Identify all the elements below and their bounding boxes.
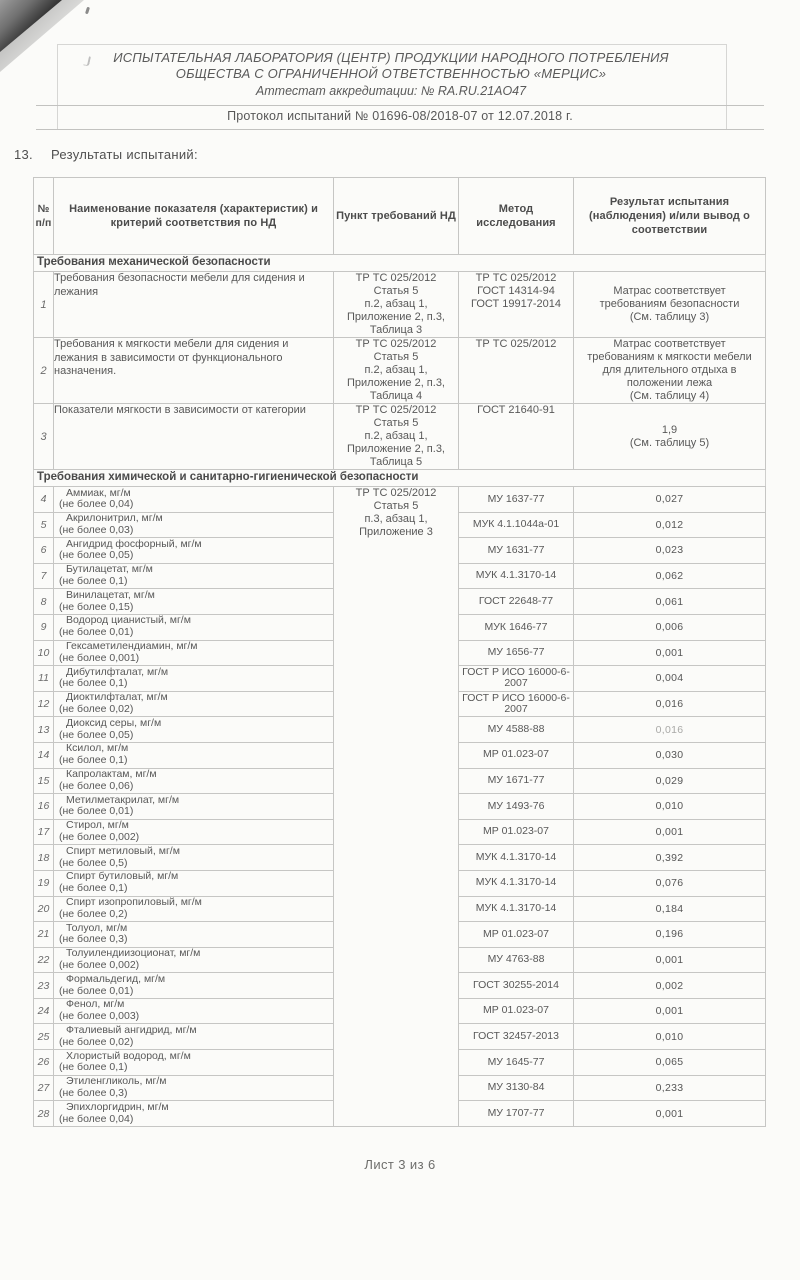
substance-name: Акрилонитрил, мг/м (66, 512, 163, 525)
col-header-num: № п/п (34, 178, 54, 255)
substance-name: Водород цианистый, мг/м (66, 614, 191, 627)
substance-name: Ксилол, мг/м (66, 742, 129, 755)
test-method: МУК 4.1.3170-14 (459, 563, 574, 589)
row-number: 21 (34, 922, 54, 948)
test-result-value: 0,010 (574, 794, 766, 820)
indicator-name (54, 487, 334, 513)
substance-limit: (не более 0,03) (59, 523, 134, 536)
substance-name: Спирт бутиловый, мг/м (66, 870, 179, 883)
row-number: 28 (34, 1101, 54, 1127)
row-number: 2 (34, 338, 54, 404)
test-method: МУ 1656-77 (459, 640, 574, 666)
cell-line: Таблица 3 (369, 324, 423, 336)
substance-name: Дибутилфталат, мг/м (66, 665, 169, 678)
substance-name: Фенол, мг/м (66, 998, 125, 1011)
test-method (459, 272, 574, 338)
cell-line: Статья 5 (373, 285, 419, 297)
substance-name: Формальдегид, мг/м (66, 972, 166, 985)
indicator-name (54, 512, 334, 538)
row-number: 16 (34, 794, 54, 820)
cell-line: ГОСТ 14314-94 (477, 285, 555, 297)
indicator-name (54, 947, 334, 973)
test-method: МУ 1671-77 (459, 768, 574, 794)
test-result-value: 0,001 (574, 947, 766, 973)
requirement-clause (334, 404, 459, 470)
cell-line: положении лежа (626, 377, 713, 389)
test-result-value: 0,001 (574, 640, 766, 666)
cell-line: для длительного отдыха в (602, 364, 737, 376)
substance-name: Капролактам, мг/м (66, 768, 157, 781)
cell-line: 1,9 (661, 423, 678, 436)
indicator-name (54, 1024, 334, 1050)
substance-limit: (не более 0,02) (59, 703, 134, 716)
chemical-section-header (34, 470, 766, 487)
test-result-value: 0,001 (574, 819, 766, 845)
indicator-name (54, 538, 334, 564)
substance-limit: (не более 0,2) (59, 907, 128, 920)
col-header-punkt: Пункт требований НД (334, 178, 459, 255)
substance-limit: (не более 0,3) (59, 1086, 128, 1099)
test-result-value: 0,184 (574, 896, 766, 922)
substance-limit: (не более 0,02) (59, 1035, 134, 1048)
test-method: МУ 1637-77 (459, 487, 574, 513)
mechanical-row (34, 272, 766, 338)
protocol-divider-bottom (36, 129, 764, 130)
test-result-value: 0,012 (574, 512, 766, 538)
test-result-value: 0,004 (574, 666, 766, 692)
cell-line: ТР ТС 025/2012 (355, 272, 437, 284)
test-method: МР 01.023-07 (459, 819, 574, 845)
substance-limit: (не более 0,06) (59, 779, 134, 792)
page-number: Лист 3 из 6 (364, 1157, 436, 1172)
indicator-name: Показатели мягкости в зависимости от категории (54, 404, 334, 470)
test-method: МУК 4.1.1044а-01 (459, 512, 574, 538)
substance-limit: (не более 0,001) (59, 651, 140, 664)
test-result-value: 0,016 (574, 691, 766, 717)
cell-line: Матрас соответствует (613, 338, 726, 350)
indicator-name (54, 768, 334, 794)
indicator-name (54, 666, 334, 692)
row-number: 24 (34, 998, 54, 1024)
row-number: 10 (34, 640, 54, 666)
results-table (33, 177, 766, 1127)
test-method: МУ 4588-88 (459, 717, 574, 743)
test-result-value: 0,392 (574, 845, 766, 871)
indicator-name (54, 1075, 334, 1101)
cell-line: ГОСТ 19917-2014 (471, 298, 561, 310)
substance-limit: (не более 0,1) (59, 754, 128, 767)
cell-line: Статья 5 (373, 351, 419, 363)
row-number: 18 (34, 845, 54, 871)
test-method: ГОСТ 22648-77 (459, 589, 574, 615)
substance-limit: (не более 0,05) (59, 728, 134, 741)
cell-line: Таблица 4 (369, 390, 423, 402)
indicator-name (54, 845, 334, 871)
substance-name: Аммиак, мг/м (66, 486, 131, 499)
row-number: 1 (34, 272, 54, 338)
indicator-name (54, 640, 334, 666)
test-result-value: 0,001 (574, 998, 766, 1024)
substance-limit: (не более 0,002) (59, 958, 140, 971)
substance-name: Спирт изопропиловый, мг/м (66, 896, 202, 908)
requirement-clause (334, 487, 459, 1127)
substance-limit: (не более 0,01) (59, 984, 134, 997)
substance-limit: (не более 0,3) (59, 933, 128, 946)
row-number: 22 (34, 947, 54, 973)
substance-limit: (не более 0,01) (59, 626, 134, 639)
substance-limit: (не более 0,1) (59, 575, 128, 588)
substance-limit: (не более 0,1) (59, 882, 128, 895)
row-number: 25 (34, 1024, 54, 1050)
test-result (574, 404, 766, 470)
cell-line: Таблица 5 (369, 456, 423, 468)
test-result-value: 0,016 (574, 717, 766, 743)
test-method (459, 338, 574, 404)
test-result-value: 0,023 (574, 538, 766, 564)
substance-limit: (не более 0,1) (59, 677, 128, 690)
test-result-value: 0,006 (574, 614, 766, 640)
test-method: МР 01.023-07 (459, 998, 574, 1024)
results-table-head (34, 178, 766, 255)
mechanical-row (34, 338, 766, 404)
col-header-name: Наименование показателя (характеристик) и критерий соответствия по НД (54, 178, 334, 255)
row-number: 12 (34, 691, 54, 717)
chemical-row (34, 487, 766, 513)
row-number: 14 (34, 742, 54, 768)
indicator-name (54, 870, 334, 896)
test-method: МУ 4763-88 (459, 947, 574, 973)
substance-name: Ангидрид фосфорный, мг/м (66, 537, 202, 550)
row-number: 17 (34, 819, 54, 845)
requirement-clause (334, 272, 459, 338)
row-number: 11 (34, 666, 54, 692)
indicator-name (54, 998, 334, 1024)
row-number: 5 (34, 512, 54, 538)
row-number: 13 (34, 717, 54, 743)
cell-line: требованиям к мягкости мебели (587, 351, 752, 363)
test-result-value: 0,065 (574, 1050, 766, 1076)
test-result-value: 0,010 (574, 1024, 766, 1050)
substance-name: Метилметакрилат, мг/м (66, 793, 180, 806)
substance-limit: (не более 0,5) (59, 856, 128, 869)
test-result-value: 0,076 (574, 870, 766, 896)
test-method: МУК 1646-77 (459, 614, 574, 640)
lab-header (57, 50, 725, 100)
substance-limit: (не более 0,04) (59, 1112, 134, 1125)
substance-name: Бутилацетат, мг/м (66, 563, 153, 576)
cell-line: Статья 5 (373, 417, 419, 429)
col-header-result: Результат испытания (наблюдения) и/или вывод о соответствии (574, 178, 766, 255)
cell-line: (См. таблицу 5) (629, 436, 710, 449)
indicator-name (54, 1101, 334, 1127)
substance-name: Этиленгликоль, мг/м (66, 1075, 167, 1088)
lab-name-line1: ИСПЫТАТЕЛЬНАЯ ЛАБОРАТОРИЯ (ЦЕНТР) ПРОДУКЦИИ НАРОДНОГО ПОТРЕБЛЕНИЯ (113, 50, 669, 65)
results-heading-title: Результаты испытаний: (50, 147, 198, 162)
substance-limit: (не более 0,05) (59, 549, 134, 562)
cell-line: п.2, абзац 1, (364, 364, 428, 376)
mechanical-rows (34, 272, 766, 470)
row-number: 8 (34, 589, 54, 615)
scan-speck (85, 7, 90, 15)
substance-name: Винилацетат, мг/м (66, 588, 155, 601)
cell-line: Приложение 2, п.3, (347, 311, 445, 323)
indicator-name (54, 1050, 334, 1076)
cell-line: ГОСТ 21640-91 (477, 404, 555, 416)
substance-name: Толуилендиизоционат, мг/м (66, 947, 201, 960)
indicator-name (54, 794, 334, 820)
substance-name: Стирол, мг/м (66, 819, 129, 832)
cell-line: Матрас соответствует (613, 285, 726, 297)
indicator-name: Требования безопасности мебели для сидения и лежания (54, 272, 334, 338)
row-number: 6 (34, 538, 54, 564)
substance-limit: (не более 0,1) (59, 1061, 128, 1074)
test-result-value: 0,029 (574, 768, 766, 794)
indicator-name: Требования к мягкости мебели для сидения и лежания в зависимости от функционального назначения. (54, 338, 334, 404)
substance-name: Хлористый водород, мг/м (66, 1049, 191, 1062)
accreditation-line: Аттестат аккредитации: № RA.RU.21AO47 (255, 84, 527, 98)
test-method: МР 01.023-07 (459, 922, 574, 948)
cell-line: ТР ТС 025/2012 (475, 338, 557, 350)
results-heading (14, 147, 198, 162)
test-result-value: 0,062 (574, 563, 766, 589)
substance-limit: (не более 0,003) (59, 1010, 140, 1023)
row-number: 4 (34, 487, 54, 513)
test-result-value: 0,196 (574, 922, 766, 948)
mechanical-section-title: Требования механической безопасности (34, 255, 766, 272)
col-header-method: Метод исследования (459, 178, 574, 255)
test-method: МУ 1645-77 (459, 1050, 574, 1076)
indicator-name (54, 742, 334, 768)
test-result-value: 0,030 (574, 742, 766, 768)
indicator-name (54, 614, 334, 640)
substance-name: Диоктилфталат, мг/м (66, 691, 168, 704)
test-method: МУ 1631-77 (459, 538, 574, 564)
test-method (459, 404, 574, 470)
results-heading-number: 13. (14, 147, 33, 162)
mechanical-section-header (34, 255, 766, 272)
cell-line: ТР ТС 025/2012 (355, 404, 437, 416)
indicator-name (54, 691, 334, 717)
cell-line: ТР ТС 025/2012 (475, 272, 557, 284)
chemical-rows (34, 487, 766, 1127)
cell-line: Приложение 2, п.3, (347, 377, 445, 389)
test-result-value: 0,233 (574, 1075, 766, 1101)
row-number: 19 (34, 870, 54, 896)
test-method: ГОСТ 30255-2014 (459, 973, 574, 999)
substance-name: Фталиевый ангидрид, мг/м (66, 1023, 197, 1036)
indicator-name (54, 819, 334, 845)
test-method: МУ 3130-84 (459, 1075, 574, 1101)
cell-line: п.2, абзац 1, (364, 298, 428, 310)
indicator-name (54, 922, 334, 948)
test-result-value: 0,002 (574, 973, 766, 999)
protocol-divider-top (36, 105, 764, 106)
test-method: МУК 4.1.3170-14 (459, 845, 574, 871)
cell-line: (См. таблицу 3) (629, 311, 710, 323)
test-method: ГОСТ 32457-2013 (459, 1024, 574, 1050)
requirement-clause (334, 338, 459, 404)
test-method: МУК 4.1.3170-14 (459, 870, 574, 896)
test-result-value: 0,001 (574, 1101, 766, 1127)
cell-line: ТР ТС 025/2012 (355, 338, 437, 350)
indicator-name (54, 563, 334, 589)
row-number: 15 (34, 768, 54, 794)
mechanical-row (34, 404, 766, 470)
substance-limit: (не более 0,15) (59, 600, 134, 613)
test-method: МУК 4.1.3170-14 (459, 896, 574, 922)
cell-line: п.2, абзац 1, (364, 430, 428, 442)
lab-name-line2: ОБЩЕСТВА С ОГРАНИЧЕННОЙ ОТВЕТСТВЕННОСТЬЮ «МЕРЦИС» (175, 66, 607, 81)
chemical-section-title: Требования химической и санитарно-гигиенической безопасности (34, 470, 766, 487)
row-number: 27 (34, 1075, 54, 1101)
row-number: 9 (34, 614, 54, 640)
indicator-name (54, 589, 334, 615)
indicator-name (54, 717, 334, 743)
test-method: ГОСТ Р ИСО 16000-6-2007 (459, 666, 574, 692)
test-method: МУ 1493-76 (459, 794, 574, 820)
cell-line: требованиям безопасности (599, 298, 740, 310)
row-number: 26 (34, 1050, 54, 1076)
cell-line: п.3, абзац 1, (364, 513, 428, 525)
test-method: ГОСТ Р ИСО 16000-6-2007 (459, 691, 574, 717)
test-method: МР 01.023-07 (459, 742, 574, 768)
row-number: 20 (34, 896, 54, 922)
indicator-name (54, 973, 334, 999)
results-table-wrap (33, 177, 765, 1127)
protocol-title: Протокол испытаний № 01696-08/2018-07 от 12.07.2018 г. (227, 109, 573, 123)
test-result-value: 0,027 (574, 487, 766, 513)
test-result-value: 0,061 (574, 589, 766, 615)
substance-name: Диоксид серы, мг/м (66, 716, 162, 729)
cell-line: Приложение 3 (359, 526, 433, 538)
row-number: 3 (34, 404, 54, 470)
row-number: 23 (34, 973, 54, 999)
cell-line: ТР ТС 025/2012 (355, 487, 437, 499)
cell-line: Статья 5 (373, 500, 419, 512)
cell-line: (См. таблицу 4) (629, 390, 710, 402)
substance-limit: (не более 0,01) (59, 805, 134, 818)
substance-limit: (не более 0,04) (59, 498, 134, 511)
substance-limit: (не более 0,002) (59, 831, 140, 844)
test-result (574, 272, 766, 338)
row-number: 7 (34, 563, 54, 589)
substance-name: Эпихлоргидрин, мг/м (66, 1100, 169, 1113)
substance-name: Толуол, мг/м (66, 921, 128, 934)
indicator-name (54, 896, 334, 922)
test-method: МУ 1707-77 (459, 1101, 574, 1127)
test-result (574, 338, 766, 404)
substance-name: Гексаметилендиамин, мг/м (66, 640, 198, 653)
substance-name: Спирт метиловый, мг/м (66, 844, 180, 857)
cell-line: Приложение 2, п.3, (347, 443, 445, 455)
